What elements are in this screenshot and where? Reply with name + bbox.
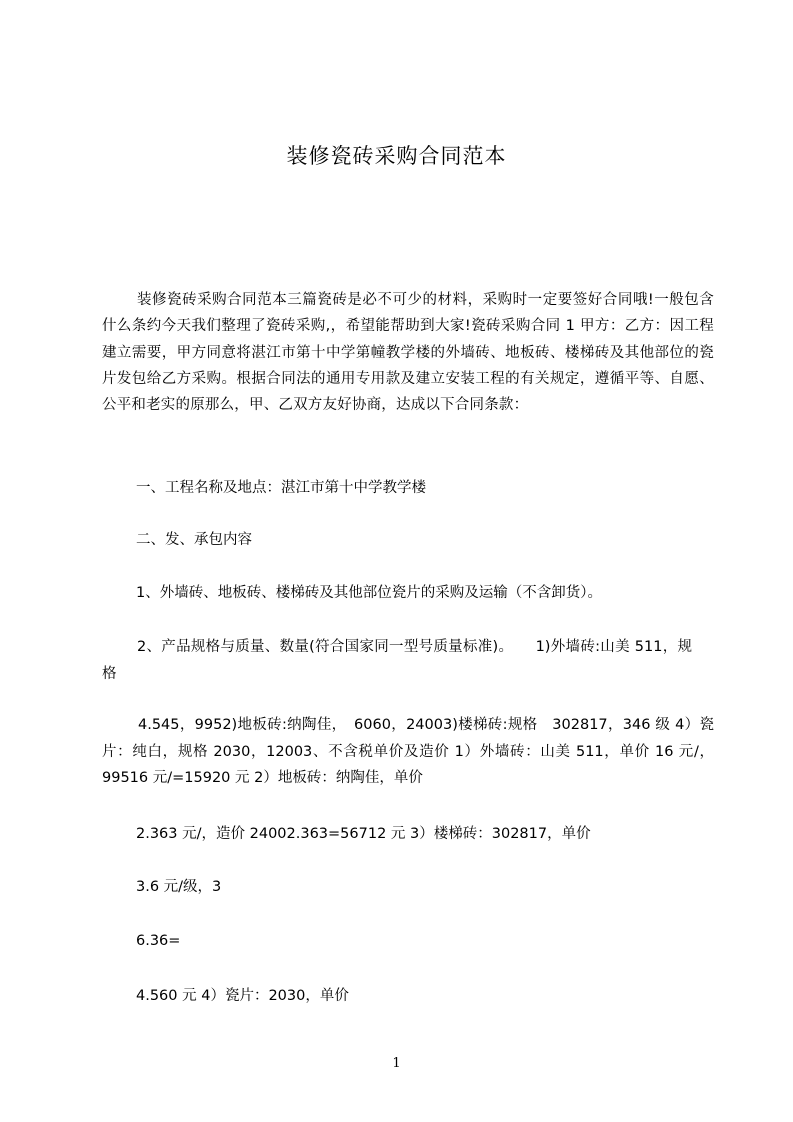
pricing-paragraph: 4.545，9952)地板砖:纳陶佳， 6060，24003)楼梯砖:规格 302817，346 级 4）瓷片：纯白，规格 2030，12003、不含税单价及造价 1）外墙砖：山美 511，单价 16 元/，99516 元/=15920 元 2）地板砖：纳陶佳，单价 <box>102 717 714 786</box>
pricing-line-c: 3.6 元/级，3 <box>136 879 222 895</box>
pricing-line-b: 2.363 元/，造价 24002.363=56712 元 3）楼梯砖：302817，单价 <box>136 826 591 842</box>
item-1-text: 1、外墙砖、地板砖、楼梯砖及其他部位瓷片的采购及运输（不含卸货）。 <box>136 585 602 601</box>
section-2-heading: 二、发、承包内容 <box>136 532 252 548</box>
pricing-line-d: 6.36= <box>136 933 181 949</box>
item-2-text: 2、产品规格与质量、数量(符合国家同一型号质量标准)。 1)外墙砖:山美 511，规格 <box>102 639 692 682</box>
document-title: 装修瓷砖采购合同范本 <box>286 144 507 168</box>
section-1-heading: 一、工程名称及地点：湛江市第十中学教学楼 <box>136 480 426 496</box>
pricing-line-e: 4.560 元 4）瓷片：2030，单价 <box>136 988 349 1004</box>
intro-paragraph: 装修瓷砖采购合同范本三篇瓷砖是必不可少的材料，采购时一定要签好合同哦!一般包含什么条约今天我们整理了瓷砖采购,，希望能帮助到大家!瓷砖采购合同 1 甲方：乙方：因工程建立需要，甲方同意将湛江市第十中学第幢教学楼的外墙砖、地板砖、楼梯砖及其他部位的瓷片发包给乙方采购。根据合同法的通用专用款及建立安装工程的有关规定，遵循平等、自愿、公平和老实的原那么，甲、乙双方友好协商，达成以下合同条款： <box>102 292 714 414</box>
page-number: 1 <box>392 1056 401 1071</box>
